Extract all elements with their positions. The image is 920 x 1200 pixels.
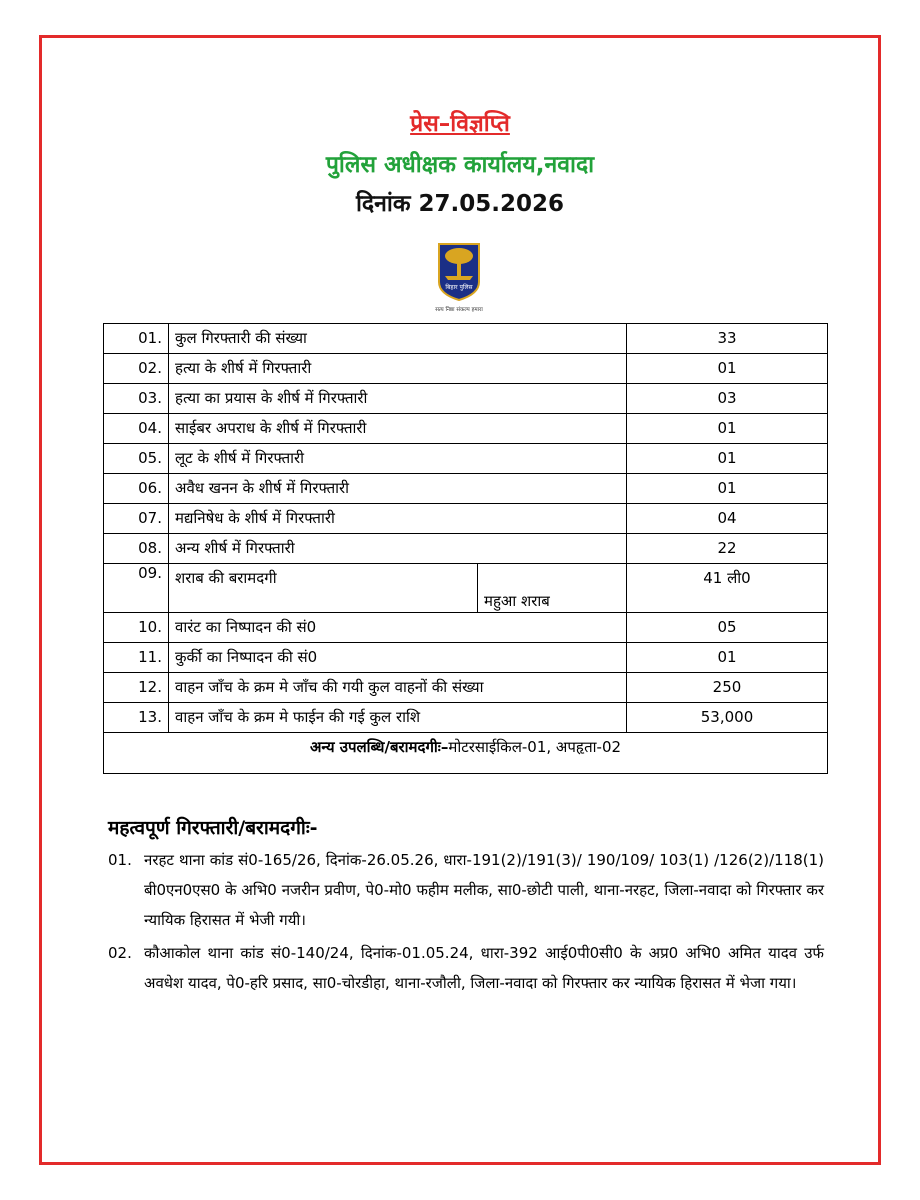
stat-label: वाहन जाँच के क्रम मे फाईन की गई कुल राशि <box>169 703 627 733</box>
important-item <box>108 845 824 935</box>
stat-label: हत्या के शीर्ष में गिरफ्तारी <box>169 354 627 384</box>
stat-label: हत्या का प्रयास के शीर्ष में गिरफ्तारी <box>169 384 627 414</box>
stat-value: 33 <box>627 324 828 354</box>
stat-number: 11. <box>104 643 169 673</box>
stat-row <box>104 504 828 534</box>
stat-row <box>104 324 828 354</box>
stat-number: 05. <box>104 444 169 474</box>
item-text: नरहट थाना कांड सं0-165/26, दिनांक-26.05.26, धारा-191(2)/191(3)/ 190/109/ 103(1) /126(2)/118(1) बी0एन0एस0 के अभि0 नजरीन प्रवीण, पे0-मो0 फहीम मलीक, सा0-छोटी पाली, थाना-नरहट, जिला-नवादा को गिरफ्तार कर न्यायिक हिरासत में भेजी गयी। <box>144 851 824 929</box>
important-heading: महत्वपूर्ण गिरफ्तारी/बरामदगीः- <box>108 817 318 839</box>
stat-value: 01 <box>627 444 828 474</box>
bihar-police-emblem-icon <box>415 240 503 316</box>
stat-row <box>104 564 828 613</box>
stat-number: 07. <box>104 504 169 534</box>
stat-label: साईबर अपराध के शीर्ष में गिरफ्तारी <box>169 414 627 444</box>
item-number: 02. <box>108 944 132 962</box>
stat-value: 05 <box>627 613 828 643</box>
stat-sublabel: महुआ शराब <box>478 564 627 613</box>
office-title: पुलिस अधीक्षक कार्यालय,नवादा <box>325 152 595 178</box>
stat-label: वारंट का निष्पादन की सं0 <box>169 613 627 643</box>
stat-value: 03 <box>627 384 828 414</box>
stat-label: लूट के शीर्ष में गिरफ्तारी <box>169 444 627 474</box>
stat-value: 01 <box>627 643 828 673</box>
stat-number: 09. <box>104 564 169 613</box>
stat-value: 01 <box>627 354 828 384</box>
statistics-table <box>103 323 828 774</box>
stat-number: 01. <box>104 324 169 354</box>
stat-label: शराब की बरामदगी <box>169 564 478 613</box>
stat-row <box>104 703 828 733</box>
stat-value: 41 ली0 <box>627 564 828 613</box>
stat-row <box>104 474 828 504</box>
stat-label: मद्यनिषेध के शीर्ष में गिरफ्तारी <box>169 504 627 534</box>
stat-number: 08. <box>104 534 169 564</box>
stat-number: 03. <box>104 384 169 414</box>
stat-value: 01 <box>627 474 828 504</box>
stat-label: कुल गिरफ्तारी की संख्या <box>169 324 627 354</box>
stat-value: 53,000 <box>627 703 828 733</box>
stat-number: 04. <box>104 414 169 444</box>
stat-row <box>104 354 828 384</box>
date-line: दिनांक 27.05.2026 <box>355 191 565 217</box>
svg-text:बिहार पुलिस: बिहार पुलिस <box>445 284 473 291</box>
stat-row <box>104 534 828 564</box>
stat-value: 01 <box>627 414 828 444</box>
stat-row <box>104 384 828 414</box>
stat-row <box>104 444 828 474</box>
stat-number: 12. <box>104 673 169 703</box>
other-achievements-cell <box>104 733 828 774</box>
stat-number: 02. <box>104 354 169 384</box>
stat-number: 10. <box>104 613 169 643</box>
stat-value: 04 <box>627 504 828 534</box>
press-release-title: प्रेस–विज्ञप्ति <box>410 111 510 137</box>
stat-row <box>104 643 828 673</box>
stat-label: अवैध खनन के शीर्ष में गिरफ्तारी <box>169 474 627 504</box>
item-text: कौआकोल थाना कांड सं0-140/24, दिनांक-01.05.24, धारा-392 आई0पी0सी0 के अप्र0 अभि0 अमित यादव उर्फ अवधेश यादव, पे0-हरि प्रसाद, सा0-चोरडीहा, थाना-रजौली, जिला-नवादा को गिरफ्तार कर न्यायिक हिरासत में भेजा गया। <box>144 944 824 992</box>
stat-row <box>104 613 828 643</box>
stat-row <box>104 673 828 703</box>
item-number: 01. <box>108 851 132 869</box>
stat-label: वाहन जाँच के क्रम मे जाँच की गयी कुल वाहनों की संख्या <box>169 673 627 703</box>
other-achievements-label: अन्य उपलब्धि/बरामदगीः– <box>309 738 449 756</box>
stat-number: 06. <box>104 474 169 504</box>
other-achievements-text: मोटरसाईकिल-01, अपहृता-02 <box>448 738 622 756</box>
stat-value: 250 <box>627 673 828 703</box>
svg-text:सत्य निष्ठा संकल्प हमारा: सत्य निष्ठा संकल्प हमारा <box>435 307 483 313</box>
stat-row <box>104 414 828 444</box>
stat-value: 22 <box>627 534 828 564</box>
other-achievements-row <box>104 733 828 774</box>
important-item <box>108 938 824 998</box>
stat-label: अन्य शीर्ष में गिरफ्तारी <box>169 534 627 564</box>
stat-number: 13. <box>104 703 169 733</box>
stat-label: कुर्की का निष्पादन की सं0 <box>169 643 627 673</box>
